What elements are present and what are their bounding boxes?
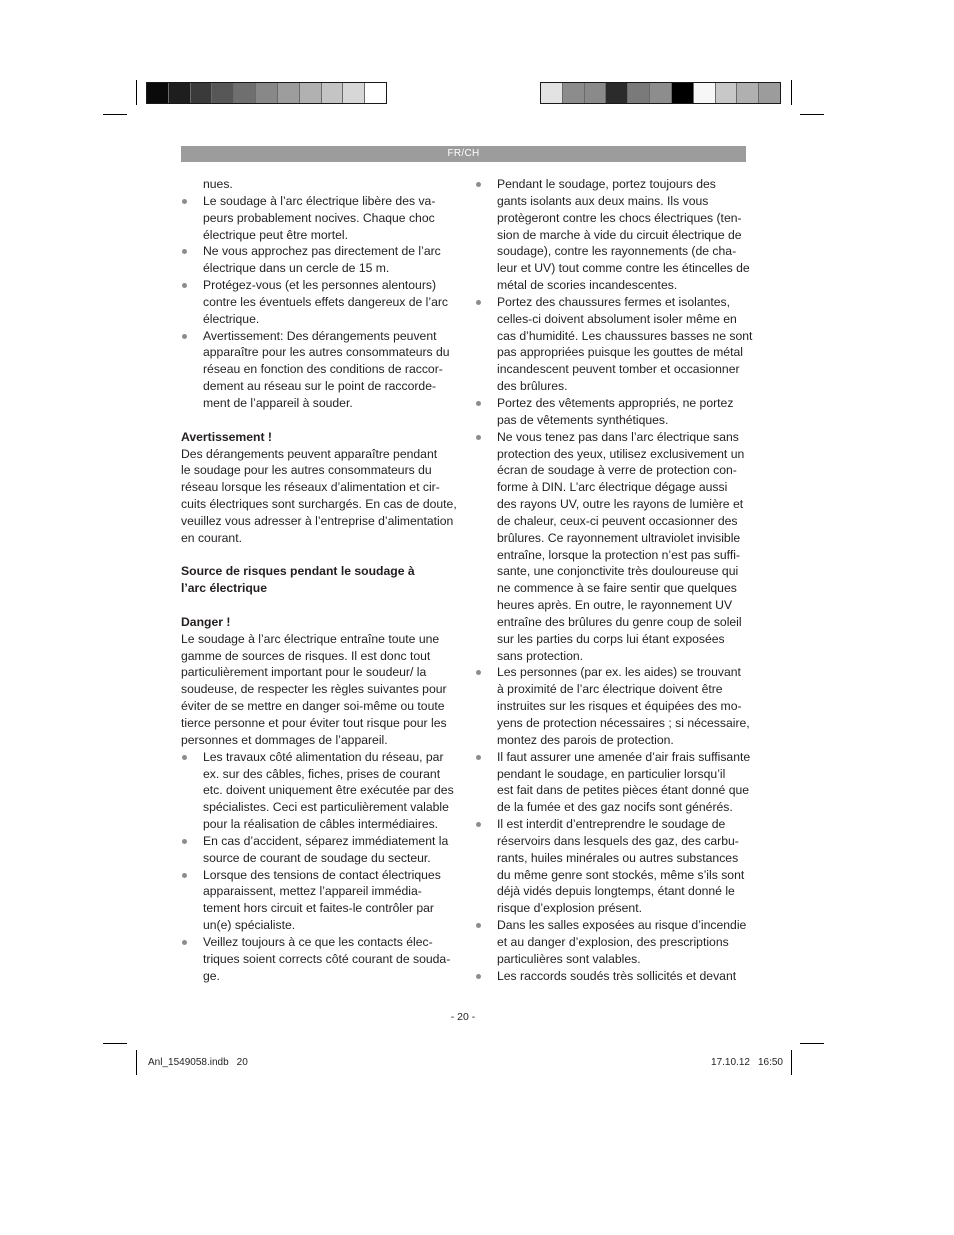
text-line: cas d’humidité. Les chaussures basses ne sont — [497, 328, 753, 343]
crop-mark — [800, 114, 824, 115]
color-swatch — [234, 83, 256, 103]
bullet-marker — [476, 401, 481, 406]
text-line: etc. doivent uniquement être exécutée par des — [203, 783, 454, 798]
bullet-item — [181, 749, 456, 833]
color-swatch — [191, 83, 213, 103]
bullet-marker — [182, 334, 187, 339]
bullet-marker — [182, 873, 187, 878]
text-line: Il est interdit d’entreprendre le soudage de — [497, 817, 726, 832]
text-line: tierce personne et pour éviter tout risque pour les — [181, 716, 447, 730]
text-line: protègeront contre les chocs électriques (ten- — [497, 210, 742, 225]
color-swatch — [672, 83, 694, 103]
section-heading — [181, 563, 456, 597]
text-line: Ne vous tenez pas dans l’arc électrique sans — [497, 429, 739, 444]
text-line: Protégez-vous (et les personnes alentours) — [203, 278, 437, 293]
color-swatch — [278, 83, 300, 103]
text-line: un(e) spécialiste. — [203, 918, 296, 933]
section-heading — [181, 429, 456, 446]
text-line: écran de soudage à verre de protection con- — [497, 463, 737, 478]
color-swatch — [147, 83, 169, 103]
bullet-marker — [182, 755, 187, 760]
language-header-bar — [181, 146, 746, 162]
text-line: entraîne des brûlures du genre coup de soleil — [497, 614, 742, 629]
text-line: des rayons UV, outre les rayons de lumière et — [497, 497, 744, 512]
print-slug-file — [148, 1057, 248, 1069]
color-swatch — [716, 83, 738, 103]
heading-line: Danger ! — [181, 614, 231, 629]
bullet-continuation — [181, 176, 456, 193]
color-swatch — [343, 83, 365, 103]
text-line: déjà vidés depuis longtemps, étant donné le — [497, 884, 735, 899]
color-swatch — [541, 83, 563, 103]
bullet-item — [181, 833, 456, 867]
text-line: gamme de sources de risques. Il est donc tout — [181, 648, 431, 663]
text-line: Avertissement: Des dérangements peuvent — [203, 328, 437, 343]
text-line: brûlures. Ce rayonnement ultraviolet invisible — [497, 530, 741, 545]
text-line: pas appropriées puisque les gouttes de métal — [497, 345, 743, 360]
bullet-marker — [476, 755, 481, 760]
text-line: ne commence à se faire sentir que quelques — [497, 581, 737, 596]
color-swatch — [322, 83, 344, 103]
heading-line: Avertissement ! — [181, 429, 272, 444]
color-swatch — [365, 83, 386, 103]
text-line: métal de scories incandescentes. — [497, 278, 678, 293]
text-line: triques soient corrects côté courant de souda- — [203, 951, 451, 966]
color-swatch — [300, 83, 322, 103]
text-line: heures après. En outre, le rayonnement UV — [497, 598, 733, 613]
text-line: soudeuse, de respecter les règles suivantes pour — [181, 682, 447, 697]
color-swatch — [169, 83, 191, 103]
page-number: - 20 - — [450, 1011, 476, 1023]
bullet-item — [475, 176, 750, 294]
text-line: contre les éventuels effets dangereux de l’arc — [203, 294, 449, 309]
text-line: personnes et dommages de l’appareil. — [181, 732, 388, 747]
text-line: montez des parois de protection. — [497, 732, 674, 747]
text-line: gants isolants aux deux mains. Ils vous — [497, 193, 709, 208]
print-date: 17.10.12 — [711, 1057, 750, 1068]
text-line: protection des yeux, utilisez exclusivement un — [497, 446, 745, 461]
text-line: électrique dans un cercle de 15 m. — [203, 261, 390, 276]
text-line: incandescent peuvent tomber et occasionner — [497, 362, 740, 377]
text-line: pas de vêtements synthétiques. — [497, 412, 669, 427]
text-line: Portez des chaussures fermes et isolantes, — [497, 294, 731, 309]
bullet-marker — [182, 249, 187, 254]
text-line: électrique peut être mortel. — [203, 227, 348, 242]
crop-mark — [136, 1050, 137, 1075]
text-line: Il faut assurer une amenée d’air frais suffisante — [497, 749, 751, 764]
text-line: Le soudage à l’arc électrique entraîne toute une — [181, 631, 440, 646]
crop-mark — [800, 1043, 824, 1044]
bullet-item — [475, 968, 750, 985]
bullet-item — [181, 277, 456, 328]
text-line: réservoirs dans lesquels des gaz, des carbu- — [497, 833, 739, 848]
text-line: à proximité de l’arc électrique doivent être — [497, 682, 723, 697]
text-line: apparaître pour les autres consommateurs du — [203, 345, 450, 360]
color-swatch — [650, 83, 672, 103]
text-line: de la fumée et des gaz nocifs sont générés. — [497, 800, 733, 815]
text-line: sur les parties du corps lui étant exposées — [497, 631, 725, 646]
bullet-item — [475, 429, 750, 665]
text-line: Dans les salles exposées au risque d’incendie — [497, 918, 747, 933]
text-line: en courant. — [181, 530, 242, 545]
bullet-marker — [476, 923, 481, 928]
bullet-marker — [182, 283, 187, 288]
left-text-column — [181, 176, 456, 985]
bullet-marker — [182, 940, 187, 945]
bullet-item — [181, 243, 456, 277]
text-line: rants, huiles minérales ou autres substances — [497, 850, 739, 865]
text-line: Pendant le soudage, portez toujours des — [497, 177, 716, 191]
color-swatch — [737, 83, 759, 103]
text-line: source de courant de soudage du secteur. — [203, 850, 431, 865]
text-line: Les personnes (par ex. les aides) se trouvant — [497, 665, 741, 680]
color-swatch — [212, 83, 234, 103]
crop-mark — [136, 80, 137, 105]
bullet-marker — [476, 670, 481, 675]
text-line: nues. — [203, 177, 233, 191]
bullet-item — [475, 816, 750, 917]
file-page: 20 — [236, 1057, 248, 1068]
text-line: dement au réseau sur le point de raccorde- — [203, 379, 437, 394]
text-line: soudage), contre les rayonnements (de cha- — [497, 244, 737, 259]
color-swatch — [585, 83, 607, 103]
text-line: et au danger d’explosion, des prescriptions — [497, 934, 729, 949]
text-line: Portez des vêtements appropriés, ne portez — [497, 395, 734, 410]
text-line: peurs probablement nocives. Chaque choc — [203, 210, 435, 225]
bullet-item — [475, 917, 750, 968]
text-line: entraîne, lorsque la protection n’est pas suffi- — [497, 547, 740, 562]
bullet-item — [475, 294, 753, 395]
heading-line: l’arc électrique — [181, 581, 268, 596]
text-line: ment de l’appareil à souder. — [203, 395, 353, 410]
paragraph — [181, 446, 456, 547]
color-swatch — [759, 83, 780, 103]
print-time: 16:50 — [757, 1057, 783, 1068]
text-line: de chaleur, ceux-ci peuvent occasionner des — [497, 513, 738, 528]
text-line: tement hors circuit et faites-le contrôler par — [203, 901, 434, 916]
text-line: électrique. — [203, 311, 260, 326]
text-line: pour la réalisation de câbles intermédiaires. — [203, 817, 439, 832]
bullet-item — [475, 664, 750, 748]
color-swatch — [694, 83, 716, 103]
text-line: particulièrement important pour le soudeur/ la — [181, 665, 427, 680]
text-line: Les raccords soudés très sollicités et devant — [497, 968, 737, 983]
crop-mark — [103, 114, 127, 115]
text-line: cuits électriques sont surchargés. En cas de doute, — [181, 497, 457, 512]
text-line: leur et UV) tout comme contre les étincelles de — [497, 261, 750, 276]
text-line: est fait dans de petites pièces étant donné que — [497, 783, 750, 798]
text-line: des brûlures. — [497, 379, 568, 394]
color-swatch — [606, 83, 628, 103]
text-line: Ne vous approchez pas directement de l’arc — [203, 244, 441, 259]
bullet-item — [475, 395, 750, 429]
text-line: réseau lorsque les réseaux d’alimentation et cir- — [181, 480, 440, 495]
text-line: veuillez vous adresser à l’entreprise d’alimentation — [181, 513, 454, 528]
color-swatch — [628, 83, 650, 103]
bullet-marker — [182, 199, 187, 204]
text-line: le soudage pour les autres consommateurs du — [181, 463, 432, 478]
text-line: Lorsque des tensions de contact électriques — [203, 867, 441, 882]
bullet-item — [181, 867, 456, 934]
text-line: sans protection. — [497, 648, 584, 663]
text-line: Le soudage à l’arc électrique libère des va- — [203, 193, 436, 208]
text-line: sante, une conjonctivite très douloureuse qui — [497, 564, 739, 579]
text-line: risque d’explosion présent. — [497, 901, 642, 916]
bullet-item — [181, 934, 456, 985]
text-line: ex. sur des câbles, fiches, prises de courant — [203, 766, 441, 781]
crop-mark — [103, 1043, 127, 1044]
file-name: Anl_1549058.indb — [148, 1057, 229, 1068]
text-line: éviter de se mettre en danger soi-même ou toute — [181, 699, 445, 714]
text-line: réseau en fonction des conditions de raccor- — [203, 362, 443, 377]
text-line: instruites sur les risques et équipées des mo- — [497, 699, 742, 714]
text-line: du même genre sont stockés, même s’ils sont — [497, 867, 745, 882]
crop-mark — [791, 1050, 792, 1075]
text-line: yens de protection nécessaires ; si nécessaire, — [497, 716, 750, 730]
right-text-column — [475, 176, 753, 985]
text-line: Des dérangements peuvent apparaître pendant — [181, 446, 438, 461]
bullet-item — [475, 749, 750, 816]
text-line: particulières sont valables. — [497, 951, 641, 966]
color-swatch — [563, 83, 585, 103]
bullet-item — [181, 193, 456, 244]
text-line: ge. — [203, 968, 220, 983]
text-line: Les travaux côté alimentation du réseau, par — [203, 749, 444, 764]
text-line: celles-ci doivent absolument isoler même en — [497, 311, 737, 326]
crop-mark — [791, 80, 792, 105]
bullet-marker — [476, 974, 481, 979]
bullet-marker — [476, 300, 481, 305]
text-line: spécialistes. Ceci est particulièrement valable — [203, 800, 449, 815]
text-line: sion de marche à vide du circuit électrique de — [497, 227, 742, 242]
heading-line: Source de risques pendant le soudage à — [181, 564, 415, 579]
text-line: Veillez toujours à ce que les contacts élec- — [203, 934, 433, 949]
section-heading — [181, 614, 456, 631]
text-line: forme à DIN. L’arc électrique dégage aussi — [497, 480, 728, 495]
color-calibration-bar-left — [146, 82, 387, 104]
bullet-marker — [182, 839, 187, 844]
language-label: FR/CH — [447, 148, 480, 159]
text-line: pendant le soudage, en particulier lorsqu’il — [497, 766, 726, 781]
bullet-marker — [476, 435, 481, 440]
text-line: En cas d’accident, séparez immédiatement la — [203, 833, 449, 848]
paragraph — [181, 631, 456, 749]
bullet-item — [181, 328, 456, 412]
bullet-marker — [476, 182, 481, 187]
color-swatch — [256, 83, 278, 103]
text-line: apparaissent, mettez l’appareil immédia- — [203, 884, 422, 899]
color-calibration-bar-right — [540, 82, 781, 104]
bullet-marker — [476, 822, 481, 827]
print-slug-timestamp — [711, 1057, 783, 1069]
